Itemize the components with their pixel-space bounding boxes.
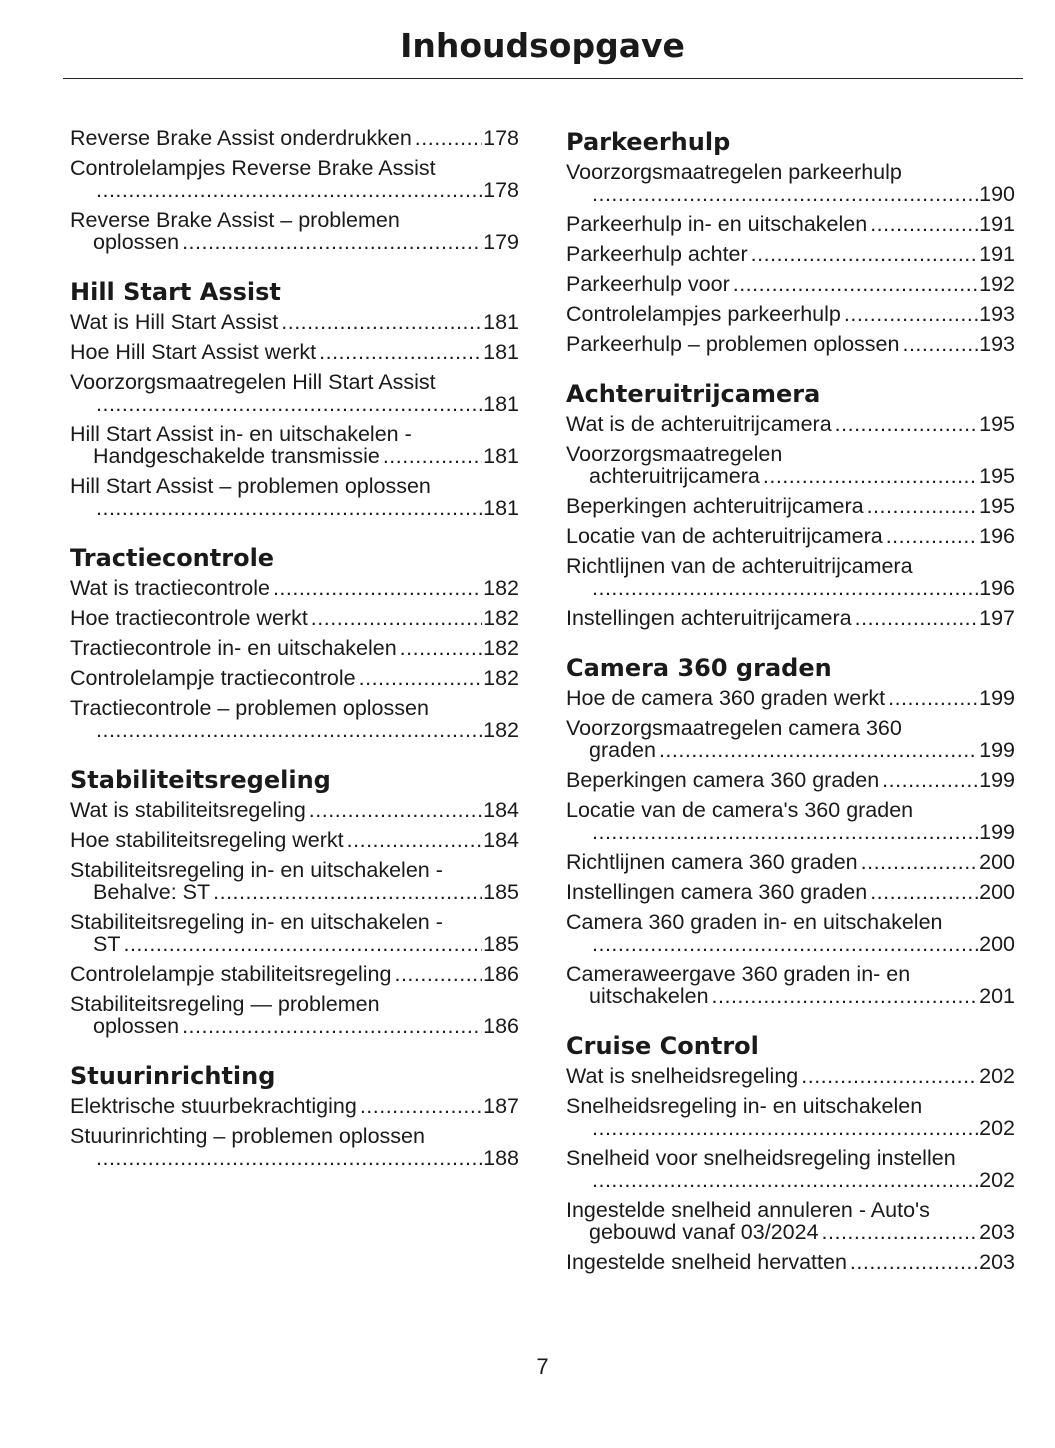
entry-title: achteruitrijcamera [589, 464, 760, 488]
toc-entry[interactable] [566, 555, 1015, 599]
section-heading: Cruise Control [566, 1032, 759, 1060]
dot-leader [590, 933, 978, 955]
toc-line [566, 1221, 1015, 1243]
toc-line [70, 719, 519, 741]
toc-line [70, 393, 519, 415]
entry-title: Hoe stabiliteitsregeling werkt [70, 828, 344, 852]
toc-line [566, 1095, 1015, 1117]
entry-page-number: 179 [483, 230, 519, 254]
entry-page-number: 187 [483, 1094, 519, 1118]
toc-line [566, 607, 1015, 629]
entry-title: Parkeerhulp voor [566, 272, 730, 296]
dot-leader [868, 213, 978, 235]
dot-leader [842, 303, 978, 325]
dot-leader [590, 1117, 978, 1139]
entry-page-number: 181 [483, 392, 519, 416]
toc-line [70, 799, 519, 821]
dot-leader [180, 1015, 482, 1037]
toc-entry[interactable] [70, 311, 519, 333]
toc-line [566, 821, 1015, 843]
header-divider [63, 78, 1023, 79]
section-heading: Achteruitrijcamera [566, 380, 821, 408]
toc-entry[interactable] [70, 209, 519, 253]
dot-leader [859, 851, 979, 873]
toc-line [70, 829, 519, 851]
entry-title: Controlelampjes Reverse Brake Assist [70, 156, 436, 180]
toc-entry[interactable] [566, 769, 1015, 791]
section-heading: Stuurinrichting [70, 1062, 276, 1090]
toc-entry[interactable] [70, 667, 519, 689]
dot-leader [833, 413, 978, 435]
entry-title: Reverse Brake Assist onderdrukken [70, 126, 412, 150]
toc-entry[interactable] [70, 1095, 519, 1117]
toc-entry[interactable] [566, 495, 1015, 517]
entry-page-number: 188 [483, 1146, 519, 1170]
entry-page-number: 203 [979, 1250, 1015, 1274]
toc-line [70, 911, 519, 933]
entry-page-number: 182 [483, 718, 519, 742]
entry-page-number: 190 [979, 182, 1015, 206]
dot-leader [749, 243, 978, 265]
toc-line [566, 933, 1015, 955]
page-number: 7 [536, 1354, 549, 1379]
toc-line [70, 667, 519, 689]
toc-line [566, 687, 1015, 709]
dot-leader [657, 739, 978, 761]
toc-entry[interactable] [566, 303, 1015, 325]
dot-leader [900, 333, 978, 355]
toc-column-left [70, 127, 519, 1177]
toc-line [566, 495, 1015, 517]
entry-title: Hoe Hill Start Assist werkt [70, 340, 317, 364]
entry-title: Parkeerhulp – problemen oplossen [566, 332, 900, 356]
toc-entry[interactable] [70, 577, 519, 599]
dot-leader [868, 881, 978, 903]
toc-line [566, 243, 1015, 265]
entry-title: Hill Start Assist – problemen oplossen [70, 474, 431, 498]
entry-page-number: 182 [483, 666, 519, 690]
toc-line [70, 311, 519, 333]
entry-title: Cameraweergave 360 graden in- en [566, 962, 911, 986]
dot-leader [853, 607, 979, 629]
toc-line [566, 963, 1015, 985]
toc-entry[interactable] [70, 1125, 519, 1169]
entry-page-number: 191 [979, 242, 1015, 266]
toc-entry[interactable] [566, 1065, 1015, 1087]
toc-line [70, 1125, 519, 1147]
toc-column-right [566, 127, 1015, 1281]
toc-line [566, 911, 1015, 933]
entry-page-number: 185 [483, 880, 519, 904]
entry-title: Instellingen achteruitrijcamera [566, 606, 852, 630]
entry-page-number: 200 [979, 880, 1015, 904]
toc-line [566, 769, 1015, 791]
toc-line [70, 179, 519, 201]
toc-line [566, 303, 1015, 325]
toc-line [70, 423, 519, 445]
dot-leader [799, 1065, 978, 1087]
entry-page-number: 193 [979, 332, 1015, 356]
toc-line [70, 577, 519, 599]
entry-page-number: 202 [979, 1168, 1015, 1192]
toc-entry[interactable] [70, 799, 519, 821]
toc-line [566, 1117, 1015, 1139]
entry-page-number: 185 [483, 932, 519, 956]
entry-title: Elektrische stuurbekrachtiging [70, 1094, 357, 1118]
dot-leader [848, 1251, 978, 1273]
entry-page-number: 181 [483, 444, 519, 468]
toc-line [566, 799, 1015, 821]
toc-entry[interactable] [566, 717, 1015, 761]
toc-line [70, 1147, 519, 1169]
toc-entry[interactable] [566, 443, 1015, 487]
section-heading: Hill Start Assist [70, 278, 281, 306]
toc-line [70, 859, 519, 881]
entry-page-number: 186 [483, 1014, 519, 1038]
dot-leader [761, 465, 978, 487]
toc-line [70, 371, 519, 393]
toc-line [70, 157, 519, 179]
dot-leader [271, 577, 482, 599]
entry-title: Parkeerhulp achter [566, 242, 748, 266]
toc-line [566, 183, 1015, 205]
entry-title: uitschakelen [589, 984, 709, 1008]
entry-title: Hoe de camera 360 graden werkt [566, 686, 886, 710]
toc-entry[interactable] [566, 911, 1015, 955]
toc-line [566, 213, 1015, 235]
dot-leader [94, 719, 482, 741]
entry-title: Voorzorgsmaatregelen [566, 442, 783, 466]
toc-line [70, 341, 519, 363]
entry-title: Locatie van de camera's 360 graden [566, 798, 914, 822]
dot-leader [307, 799, 482, 821]
entry-title: ST [93, 932, 121, 956]
entry-page-number: 186 [483, 962, 519, 986]
dot-leader [279, 311, 482, 333]
entry-title: Snelheidsregeling in- en uitschakelen [566, 1094, 923, 1118]
toc-line [70, 497, 519, 519]
toc-entry[interactable] [70, 911, 519, 955]
dot-leader [398, 637, 482, 659]
entry-title: Ingestelde snelheid annuleren - Auto's [566, 1198, 930, 1222]
toc-line [566, 1065, 1015, 1087]
entry-page-number: 196 [979, 576, 1015, 600]
toc-entry[interactable] [566, 799, 1015, 843]
entry-title: Richtlijnen van de achteruitrijcamera [566, 554, 913, 578]
dot-leader [317, 341, 482, 363]
entry-page-number: 182 [483, 606, 519, 630]
entry-title: Controlelampje stabiliteitsregeling [70, 962, 392, 986]
entry-page-number: 182 [483, 576, 519, 600]
toc-entry[interactable] [566, 243, 1015, 265]
entry-page-number: 200 [979, 850, 1015, 874]
section-heading: Tractiecontrole [70, 544, 275, 572]
toc-entry[interactable] [70, 637, 519, 659]
toc-line [70, 1095, 519, 1117]
toc-entry[interactable] [566, 607, 1015, 629]
dot-leader [121, 933, 482, 955]
entry-page-number: 199 [979, 686, 1015, 710]
toc-entry[interactable] [566, 161, 1015, 205]
toc-entry[interactable] [70, 423, 519, 467]
toc-line [566, 1147, 1015, 1169]
entry-title: Hill Start Assist in- en uitschakelen - [70, 422, 412, 446]
entry-page-number: 203 [979, 1220, 1015, 1244]
dot-leader [590, 1169, 978, 1191]
toc-line [566, 717, 1015, 739]
dot-leader [211, 881, 482, 903]
toc-line [70, 637, 519, 659]
entry-title: Parkeerhulp in- en uitschakelen [566, 212, 868, 236]
toc-line [566, 851, 1015, 873]
entry-page-number: 199 [979, 820, 1015, 844]
entry-page-number: 202 [979, 1116, 1015, 1140]
entry-title: Tractiecontrole in- en uitschakelen [70, 636, 397, 660]
toc-entry[interactable] [70, 371, 519, 415]
entry-title: Stabiliteitsregeling in- en uitschakelen - [70, 910, 443, 934]
toc-line [566, 555, 1015, 577]
toc-entry[interactable] [70, 963, 519, 985]
toc-entry[interactable] [566, 1251, 1015, 1273]
toc-entry[interactable] [566, 333, 1015, 355]
entry-page-number: 195 [979, 494, 1015, 518]
dot-leader [880, 769, 978, 791]
toc-line [566, 1199, 1015, 1221]
dot-leader [180, 231, 482, 253]
toc-line [70, 933, 519, 955]
toc-line [70, 445, 519, 467]
entry-title: oplossen [93, 230, 180, 254]
entry-page-number: 200 [979, 932, 1015, 956]
entry-page-number: 199 [979, 768, 1015, 792]
entry-page-number: 191 [979, 212, 1015, 236]
toc-line [70, 209, 519, 231]
dot-leader [94, 179, 482, 201]
toc-entry[interactable] [566, 273, 1015, 295]
entry-page-number: 184 [483, 798, 519, 822]
toc-entry[interactable] [70, 341, 519, 363]
toc-line [70, 881, 519, 903]
toc-line [70, 607, 519, 629]
section-heading: Stabiliteitsregeling [70, 766, 331, 794]
toc-line [566, 985, 1015, 1007]
entry-page-number: 195 [979, 464, 1015, 488]
dot-leader [381, 445, 482, 467]
entry-title: oplossen [93, 1014, 180, 1038]
toc-line [70, 127, 519, 149]
dot-leader [94, 497, 482, 519]
toc-entry[interactable] [566, 851, 1015, 873]
entry-title: Wat is stabiliteitsregeling [70, 798, 306, 822]
entry-title: Handgeschakelde transmissie [93, 444, 380, 468]
entry-title: Controlelampjes parkeerhulp [566, 302, 841, 326]
toc-entry[interactable] [566, 1095, 1015, 1139]
toc-entry[interactable] [566, 413, 1015, 435]
entry-title: Instellingen camera 360 graden [566, 880, 868, 904]
dot-leader [886, 687, 978, 709]
entry-title: Reverse Brake Assist – problemen [70, 208, 400, 232]
entry-page-number: 195 [979, 412, 1015, 436]
dot-leader [884, 525, 978, 547]
toc-entry[interactable] [566, 1147, 1015, 1191]
entry-page-number: 201 [979, 984, 1015, 1008]
dot-leader [392, 963, 482, 985]
toc-entry[interactable] [70, 859, 519, 903]
entry-title: Wat is de achteruitrijcamera [566, 412, 832, 436]
dot-leader [358, 1095, 482, 1117]
entry-title: Voorzorgsmaatregelen camera 360 [566, 716, 902, 740]
entry-title: graden [589, 738, 656, 762]
toc-line [566, 577, 1015, 599]
toc-line [70, 993, 519, 1015]
entry-title: Wat is snelheidsregeling [566, 1064, 799, 1088]
entry-title: gebouwd vanaf 03/2024 [589, 1220, 819, 1244]
entry-title: Hoe tractiecontrole werkt [70, 606, 308, 630]
toc-line [566, 1169, 1015, 1191]
entry-title: Snelheid voor snelheidsregeling instellen [566, 1146, 956, 1170]
toc-entry[interactable] [566, 213, 1015, 235]
dot-leader [94, 1147, 482, 1169]
entry-page-number: 181 [483, 340, 519, 364]
entry-title: Stabiliteitsregeling — problemen [70, 992, 380, 1016]
entry-title: Stuurinrichting – problemen oplossen [70, 1124, 425, 1148]
entry-page-number: 192 [979, 272, 1015, 296]
dot-leader [590, 821, 978, 843]
entry-page-number: 182 [483, 636, 519, 660]
toc-entry[interactable] [70, 157, 519, 201]
toc-entry[interactable] [70, 607, 519, 629]
toc-entry[interactable] [566, 1199, 1015, 1243]
entry-title: Wat is tractiecontrole [70, 576, 270, 600]
entry-title: Locatie van de achteruitrijcamera [566, 524, 883, 548]
dot-leader [413, 127, 482, 149]
toc-line [566, 333, 1015, 355]
toc-line [566, 881, 1015, 903]
section-heading: Parkeerhulp [566, 128, 731, 156]
entry-title: Behalve: ST [93, 880, 211, 904]
toc-line [566, 413, 1015, 435]
page-title: Inhoudsopgave [400, 26, 685, 65]
toc-line [70, 1015, 519, 1037]
dot-leader [590, 183, 978, 205]
dot-leader [345, 829, 482, 851]
entry-title: Stabiliteitsregeling in- en uitschakelen - [70, 858, 443, 882]
entry-page-number: 202 [979, 1064, 1015, 1088]
dot-leader [731, 273, 978, 295]
dot-leader [357, 667, 483, 689]
dot-leader [590, 577, 978, 599]
dot-leader [94, 393, 482, 415]
entry-title: Beperkingen achteruitrijcamera [566, 494, 864, 518]
dot-leader [865, 495, 979, 517]
toc-line [566, 273, 1015, 295]
entry-page-number: 184 [483, 828, 519, 852]
entry-title: Beperkingen camera 360 graden [566, 768, 880, 792]
toc-entry[interactable] [70, 829, 519, 851]
entry-title: Richtlijnen camera 360 graden [566, 850, 858, 874]
entry-page-number: 196 [979, 524, 1015, 548]
toc-line [566, 443, 1015, 465]
dot-leader [710, 985, 979, 1007]
entry-title: Controlelampje tractiecontrole [70, 666, 356, 690]
toc-line [70, 697, 519, 719]
toc-line [566, 161, 1015, 183]
toc-line [70, 231, 519, 253]
entry-title: Camera 360 graden in- en uitschakelen [566, 910, 943, 934]
entry-page-number: 199 [979, 738, 1015, 762]
entry-title: Voorzorgsmaatregelen Hill Start Assist [70, 370, 436, 394]
toc-entry[interactable] [566, 687, 1015, 709]
entry-page-number: 181 [483, 310, 519, 334]
toc-line [566, 1251, 1015, 1273]
entry-page-number: 178 [483, 126, 519, 150]
toc-line [566, 525, 1015, 547]
toc-line [566, 739, 1015, 761]
entry-page-number: 178 [483, 178, 519, 202]
entry-title: Wat is Hill Start Assist [70, 310, 279, 334]
toc-entry[interactable] [70, 993, 519, 1037]
toc-line [70, 963, 519, 985]
entry-title: Ingestelde snelheid hervatten [566, 1250, 847, 1274]
entry-page-number: 181 [483, 496, 519, 520]
dot-leader [820, 1221, 979, 1243]
section-heading: Camera 360 graden [566, 654, 832, 682]
dot-leader [309, 607, 482, 629]
toc-entry[interactable] [70, 475, 519, 519]
entry-title: Tractiecontrole – problemen oplossen [70, 696, 429, 720]
toc-line [70, 475, 519, 497]
toc-entry[interactable] [566, 881, 1015, 903]
entry-page-number: 197 [979, 606, 1015, 630]
toc-entry[interactable] [566, 963, 1015, 1007]
entry-title: Voorzorgsmaatregelen parkeerhulp [566, 160, 902, 184]
toc-line [566, 465, 1015, 487]
toc-entry[interactable] [566, 525, 1015, 547]
toc-entry[interactable] [70, 127, 519, 149]
entry-page-number: 193 [979, 302, 1015, 326]
toc-entry[interactable] [70, 697, 519, 741]
